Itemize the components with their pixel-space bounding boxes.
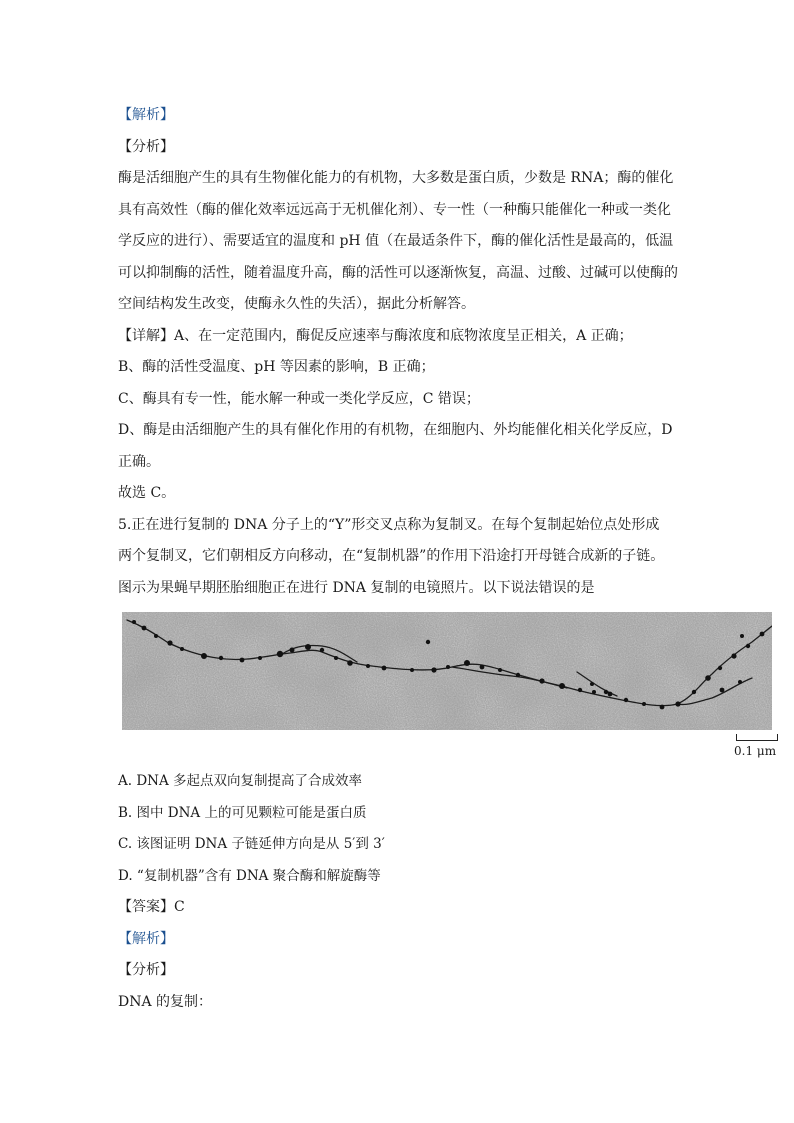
analysis-subheading-2: 【分析】: [118, 962, 174, 978]
option-d: D. “复制机器”含有 DNA 聚合酶和解旋酶等: [118, 867, 381, 884]
dna-micrograph-image: [122, 612, 772, 730]
paragraph-line: 具有高效性（酶的催化效率远远高于无机催化剂）、专一性（一种酶只能催化一种或一类化: [118, 201, 671, 218]
answer-line: 【答案】C: [118, 899, 185, 915]
stem-line: 5.正在进行复制的 DNA 分子上的“Y”形交叉点称为复制叉。在每个复制起始位点处形成: [118, 516, 660, 533]
detail-option-d-cont: 正确。: [118, 453, 160, 470]
analysis-subheading: 【分析】: [118, 138, 174, 155]
detail-option-a: 【详解】A、在一定范围内，酶促反应速率与酶浓度和底物浓度呈正相关，A 正确；: [118, 327, 633, 344]
analysis-heading: 【解析】: [118, 107, 174, 123]
paragraph-line: 可以抑制酶的活性，随着温度升高，酶的活性可以逐渐恢复，高温、过酸、过碱可以使酶的: [118, 264, 678, 281]
dna-replication-heading: DNA 的复制：: [118, 993, 213, 1010]
detail-option-b: B、酶的活性受温度、pH 等因素的影响，B 正确；: [118, 359, 435, 375]
stem-line: 两个复制叉，它们朝相反方向移动，在“复制机器”的作用下沿途打开母链合成新的子链。: [118, 548, 665, 564]
paragraph-line: 学反应的进行）、需要适宜的温度和 pH 值（在最适条件下，酶的催化活性是最高的，低温: [118, 233, 674, 249]
detail-option-c: C、酶具有专一性，能水解一种或一类化学反应，C 错误；: [118, 390, 480, 407]
document-page: [118, 100, 777, 1018]
question-5-stem: [118, 510, 678, 605]
stem-line: 图示为果蝇早期胚胎细胞正在进行 DNA 复制的电镜照片。以下说法错误的是: [118, 579, 595, 596]
paragraph-line: 酶是活细胞产生的具有生物催化能力的有机物，大多数是蛋白质，少数是 RNA；酶的催化: [118, 170, 674, 186]
option-c: C. 该图证明 DNA 子链延伸方向是从 5′到 3′: [118, 836, 385, 852]
detail-option-d: D、酶是由活细胞产生的具有催化作用的有机物，在细胞内、外均能催化相关化学反应，D: [118, 422, 673, 438]
scale-bar-label: 0.1 μm: [734, 744, 777, 758]
option-b: B. 图中 DNA 上的可见颗粒可能是蛋白质: [118, 804, 367, 821]
analysis-heading-2: 【解析】: [118, 930, 174, 947]
electron-micrograph-figure: [122, 612, 777, 762]
choose-answer: 故选 C。: [118, 485, 176, 501]
enzyme-analysis-paragraph: [118, 163, 678, 321]
scale-bar: [736, 734, 778, 741]
option-a: A. DNA 多起点双向复制提高了合成效率: [118, 773, 363, 789]
paragraph-line: 空间结构发生改变，使酶永久性的失活），据此分析解答。: [118, 296, 475, 312]
